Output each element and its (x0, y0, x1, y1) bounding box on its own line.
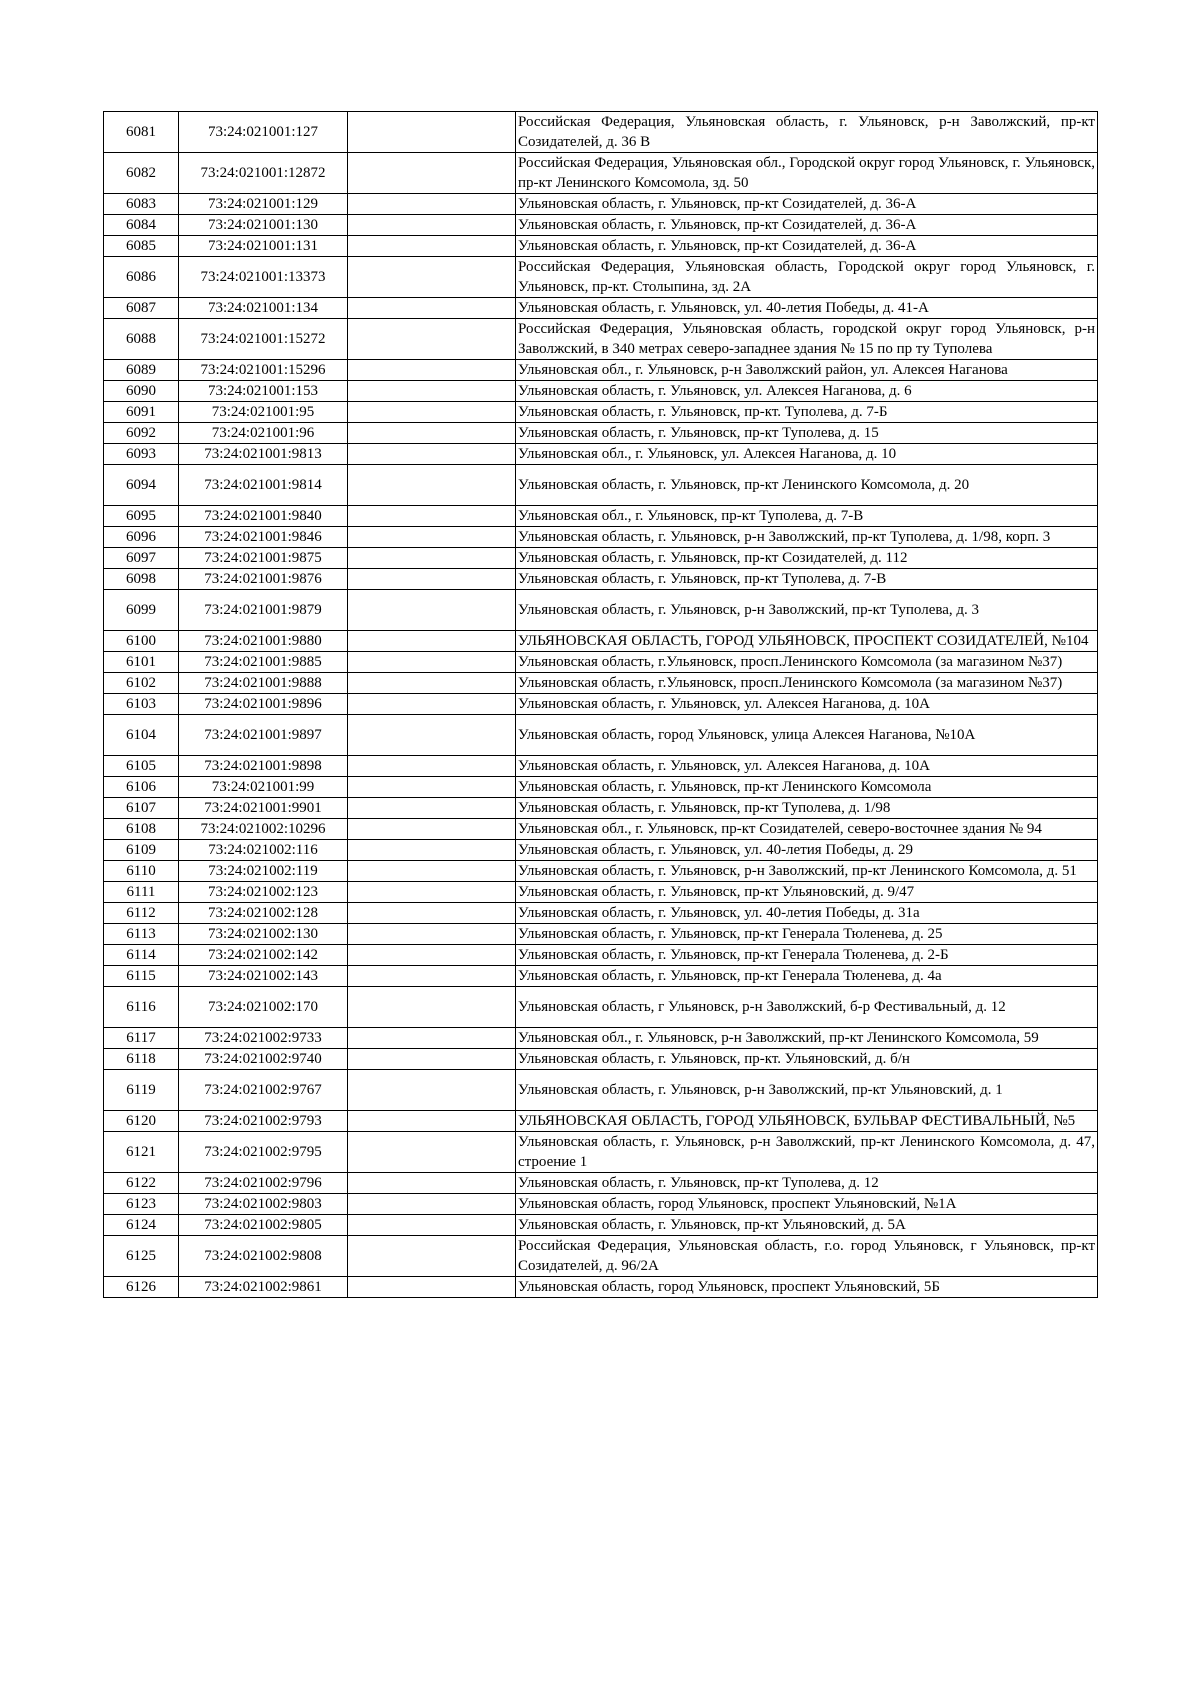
cadastral-number-cell: 73:24:021002:9805 (179, 1215, 348, 1236)
cadastral-number-cell: 73:24:021001:99 (179, 777, 348, 798)
table-row (104, 882, 1098, 903)
empty-cell (348, 360, 516, 381)
table-row (104, 548, 1098, 569)
row-number-cell: 6106 (104, 777, 179, 798)
table-row (104, 903, 1098, 924)
table-row (104, 631, 1098, 652)
table-row (104, 1173, 1098, 1194)
address-cell: Ульяновская область, г. Ульяновск, пр-кт Ульяновский, д. 5А (516, 1215, 1098, 1236)
address-cell: Ульяновская область, г. Ульяновск, ул. Алексея Наганова, д. 10А (516, 756, 1098, 777)
empty-cell (348, 652, 516, 673)
table-row (104, 194, 1098, 215)
row-number-cell: 6090 (104, 381, 179, 402)
empty-cell (348, 1194, 516, 1215)
empty-cell (348, 1215, 516, 1236)
address-cell: Российская Федерация, Ульяновская обл., Городской округ город Ульяновск, г. Ульяновск, пр-кт Ленинского Комсомола, зд. 50 (516, 153, 1098, 194)
table-row (104, 215, 1098, 236)
address-cell: Ульяновская область, г. Ульяновск, ул. 40-летия Победы, д. 41-А (516, 298, 1098, 319)
cadastral-number-cell: 73:24:021001:13373 (179, 257, 348, 298)
empty-cell (348, 298, 516, 319)
table-row (104, 402, 1098, 423)
row-number-cell: 6088 (104, 319, 179, 360)
table-row (104, 1049, 1098, 1070)
row-number-cell: 6082 (104, 153, 179, 194)
cadastral-number-cell: 73:24:021001:9814 (179, 465, 348, 506)
address-cell: Ульяновская область, г. Ульяновск, пр-кт Созидателей, д. 36-А (516, 236, 1098, 257)
table-row (104, 1070, 1098, 1111)
empty-cell (348, 945, 516, 966)
empty-cell (348, 506, 516, 527)
cadastral-number-cell: 73:24:021002:9767 (179, 1070, 348, 1111)
address-cell: УЛЬЯНОВСКАЯ ОБЛАСТЬ, ГОРОД УЛЬЯНОВСК, ПРОСПЕКТ СОЗИДАТЕЛЕЙ, №104 (516, 631, 1098, 652)
address-cell: Ульяновская обл., г. Ульяновск, пр-кт Созидателей, северо-восточнее здания № 94 (516, 819, 1098, 840)
cadastral-number-cell: 73:24:021002:143 (179, 966, 348, 987)
address-cell: Ульяновская область, г. Ульяновск, р-н Заволжский, пр-кт Ленинского Комсомола, д. 47, строение 1 (516, 1132, 1098, 1173)
table-row (104, 298, 1098, 319)
row-number-cell: 6123 (104, 1194, 179, 1215)
empty-cell (348, 1111, 516, 1132)
table-row (104, 360, 1098, 381)
cadastral-number-cell: 73:24:021002:128 (179, 903, 348, 924)
row-number-cell: 6087 (104, 298, 179, 319)
row-number-cell: 6105 (104, 756, 179, 777)
row-number-cell: 6122 (104, 1173, 179, 1194)
row-number-cell: 6097 (104, 548, 179, 569)
address-cell: Ульяновская область, г. Ульяновск, пр-кт Созидателей, д. 36-А (516, 194, 1098, 215)
row-number-cell: 6112 (104, 903, 179, 924)
address-cell: Ульяновская область, г. Ульяновск, пр-кт Туполева, д. 1/98 (516, 798, 1098, 819)
row-number-cell: 6111 (104, 882, 179, 903)
empty-cell (348, 1132, 516, 1173)
cadastral-number-cell: 73:24:021001:127 (179, 112, 348, 153)
empty-cell (348, 694, 516, 715)
address-cell: Ульяновская обл., г. Ульяновск, р-н Заволжский район, ул. Алексея Наганова (516, 360, 1098, 381)
row-number-cell: 6101 (104, 652, 179, 673)
empty-cell (348, 257, 516, 298)
cadastral-number-cell: 73:24:021002:116 (179, 840, 348, 861)
table-row (104, 756, 1098, 777)
empty-cell (348, 1236, 516, 1277)
cadastral-number-cell: 73:24:021002:123 (179, 882, 348, 903)
table-row (104, 1236, 1098, 1277)
cadastral-number-cell: 73:24:021002:119 (179, 861, 348, 882)
row-number-cell: 6084 (104, 215, 179, 236)
address-cell: УЛЬЯНОВСКАЯ ОБЛАСТЬ, ГОРОД УЛЬЯНОВСК, БУЛЬВАР ФЕСТИВАЛЬНЫЙ, №5 (516, 1111, 1098, 1132)
empty-cell (348, 236, 516, 257)
table-row (104, 569, 1098, 590)
cadastral-number-cell: 73:24:021001:15272 (179, 319, 348, 360)
cadastral-number-cell: 73:24:021001:9898 (179, 756, 348, 777)
empty-cell (348, 715, 516, 756)
address-cell: Ульяновская область, город Ульяновск, проспект Ульяновский, 5Б (516, 1277, 1098, 1298)
cadastral-number-cell: 73:24:021001:130 (179, 215, 348, 236)
table-row (104, 1111, 1098, 1132)
cadastral-number-cell: 73:24:021001:9846 (179, 527, 348, 548)
table-row (104, 840, 1098, 861)
empty-cell (348, 423, 516, 444)
cadastral-number-cell: 73:24:021001:9885 (179, 652, 348, 673)
row-number-cell: 6085 (104, 236, 179, 257)
empty-cell (348, 777, 516, 798)
table-row (104, 924, 1098, 945)
cadastral-number-cell: 73:24:021001:15296 (179, 360, 348, 381)
table-row (104, 506, 1098, 527)
cadastral-number-cell: 73:24:021001:9896 (179, 694, 348, 715)
registry-table (103, 111, 1098, 1298)
table-row (104, 153, 1098, 194)
row-number-cell: 6093 (104, 444, 179, 465)
table-row (104, 590, 1098, 631)
empty-cell (348, 1277, 516, 1298)
cadastral-number-cell: 73:24:021001:9901 (179, 798, 348, 819)
row-number-cell: 6099 (104, 590, 179, 631)
row-number-cell: 6119 (104, 1070, 179, 1111)
table-row (104, 715, 1098, 756)
row-number-cell: 6081 (104, 112, 179, 153)
row-number-cell: 6103 (104, 694, 179, 715)
cadastral-number-cell: 73:24:021002:9733 (179, 1028, 348, 1049)
empty-cell (348, 194, 516, 215)
row-number-cell: 6107 (104, 798, 179, 819)
cadastral-number-cell: 73:24:021002:9796 (179, 1173, 348, 1194)
address-cell: Ульяновская область, г. Ульяновск, пр-кт Ленинского Комсомола (516, 777, 1098, 798)
row-number-cell: 6110 (104, 861, 179, 882)
address-cell: Ульяновская область, г. Ульяновск, р-н Заволжский, пр-кт Туполева, д. 3 (516, 590, 1098, 631)
cadastral-number-cell: 73:24:021001:9875 (179, 548, 348, 569)
table-row (104, 319, 1098, 360)
row-number-cell: 6120 (104, 1111, 179, 1132)
table-row (104, 1132, 1098, 1173)
empty-cell (348, 673, 516, 694)
table-row (104, 236, 1098, 257)
empty-cell (348, 381, 516, 402)
row-number-cell: 6114 (104, 945, 179, 966)
empty-cell (348, 215, 516, 236)
row-number-cell: 6096 (104, 527, 179, 548)
cadastral-number-cell: 73:24:021001:9813 (179, 444, 348, 465)
address-cell: Ульяновская область, г. Ульяновск, р-н Заволжский, пр-кт Ленинского Комсомола, д. 51 (516, 861, 1098, 882)
address-cell: Ульяновская область, г Ульяновск, р-н Заволжский, б-р Фестивальный, д. 12 (516, 987, 1098, 1028)
table-row (104, 1194, 1098, 1215)
cadastral-number-cell: 73:24:021002:9861 (179, 1277, 348, 1298)
cadastral-number-cell: 73:24:021002:9793 (179, 1111, 348, 1132)
address-cell: Ульяновская область, г. Ульяновск, пр-кт Созидателей, д. 112 (516, 548, 1098, 569)
empty-cell (348, 840, 516, 861)
registry-table-body (104, 112, 1098, 1298)
address-cell: Ульяновская область, г. Ульяновск, пр-кт Туполева, д. 12 (516, 1173, 1098, 1194)
row-number-cell: 6115 (104, 966, 179, 987)
empty-cell (348, 798, 516, 819)
address-cell: Российская Федерация, Ульяновская область, г. Ульяновск, р-н Заволжский, пр-кт Созидателей, д. 36 В (516, 112, 1098, 153)
table-row (104, 257, 1098, 298)
cadastral-number-cell: 73:24:021001:9879 (179, 590, 348, 631)
table-row (104, 1277, 1098, 1298)
cadastral-number-cell: 73:24:021002:142 (179, 945, 348, 966)
row-number-cell: 6125 (104, 1236, 179, 1277)
empty-cell (348, 527, 516, 548)
empty-cell (348, 1049, 516, 1070)
table-row (104, 1028, 1098, 1049)
row-number-cell: 6098 (104, 569, 179, 590)
cadastral-number-cell: 73:24:021001:9880 (179, 631, 348, 652)
empty-cell (348, 569, 516, 590)
empty-cell (348, 319, 516, 360)
table-row (104, 652, 1098, 673)
empty-cell (348, 631, 516, 652)
cadastral-number-cell: 73:24:021002:9808 (179, 1236, 348, 1277)
cadastral-number-cell: 73:24:021001:9888 (179, 673, 348, 694)
empty-cell (348, 112, 516, 153)
table-row (104, 987, 1098, 1028)
cadastral-number-cell: 73:24:021002:9795 (179, 1132, 348, 1173)
table-row (104, 527, 1098, 548)
cadastral-number-cell: 73:24:021002:10296 (179, 819, 348, 840)
address-cell: Ульяновская область, г. Ульяновск, ул. 40-летия Победы, д. 31а (516, 903, 1098, 924)
address-cell: Ульяновская обл., г. Ульяновск, пр-кт Туполева, д. 7-В (516, 506, 1098, 527)
table-row (104, 861, 1098, 882)
empty-cell (348, 1173, 516, 1194)
table-row (104, 798, 1098, 819)
row-number-cell: 6091 (104, 402, 179, 423)
address-cell: Ульяновская обл., г. Ульяновск, ул. Алексея Наганова, д. 10 (516, 444, 1098, 465)
row-number-cell: 6121 (104, 1132, 179, 1173)
empty-cell (348, 548, 516, 569)
table-row (104, 423, 1098, 444)
cadastral-number-cell: 73:24:021001:96 (179, 423, 348, 444)
table-row (104, 381, 1098, 402)
row-number-cell: 6126 (104, 1277, 179, 1298)
address-cell: Ульяновская область, г. Ульяновск, пр-кт Туполева, д. 7-В (516, 569, 1098, 590)
empty-cell (348, 756, 516, 777)
row-number-cell: 6102 (104, 673, 179, 694)
row-number-cell: 6092 (104, 423, 179, 444)
table-row (104, 694, 1098, 715)
cadastral-number-cell: 73:24:021001:153 (179, 381, 348, 402)
table-row (104, 945, 1098, 966)
table-row (104, 112, 1098, 153)
address-cell: Ульяновская область, г. Ульяновск, пр-кт. Туполева, д. 7-Б (516, 402, 1098, 423)
address-cell: Ульяновская область, г. Ульяновск, пр-кт Ульяновский, д. 9/47 (516, 882, 1098, 903)
address-cell: Ульяновская область, г.Ульяновск, просп.Ленинского Комсомола (за магазином №37) (516, 652, 1098, 673)
address-cell: Ульяновская область, г. Ульяновск, р-н Заволжский, пр-кт Туполева, д. 1/98, корп. 3 (516, 527, 1098, 548)
cadastral-number-cell: 73:24:021002:9803 (179, 1194, 348, 1215)
table-row (104, 673, 1098, 694)
row-number-cell: 6089 (104, 360, 179, 381)
address-cell: Российская Федерация, Ульяновская область, г.о. город Ульяновск, г Ульяновск, пр-кт Созидателей, д. 96/2А (516, 1236, 1098, 1277)
empty-cell (348, 1028, 516, 1049)
address-cell: Ульяновская область, г. Ульяновск, пр-кт Туполева, д. 15 (516, 423, 1098, 444)
cadastral-number-cell: 73:24:021001:12872 (179, 153, 348, 194)
address-cell: Ульяновская область, г. Ульяновск, пр-кт Генерала Тюленева, д. 2-Б (516, 945, 1098, 966)
cadastral-number-cell: 73:24:021002:170 (179, 987, 348, 1028)
table-row (104, 1215, 1098, 1236)
empty-cell (348, 924, 516, 945)
empty-cell (348, 1070, 516, 1111)
table-row (104, 444, 1098, 465)
cadastral-number-cell: 73:24:021001:95 (179, 402, 348, 423)
empty-cell (348, 966, 516, 987)
row-number-cell: 6113 (104, 924, 179, 945)
row-number-cell: 6116 (104, 987, 179, 1028)
address-cell: Ульяновская область, г. Ульяновск, пр-кт Ленинского Комсомола, д. 20 (516, 465, 1098, 506)
address-cell: Ульяновская область, город Ульяновск, улица Алексея Наганова, №10А (516, 715, 1098, 756)
table-row (104, 819, 1098, 840)
address-cell: Ульяновская область, г. Ульяновск, р-н Заволжский, пр-кт Ульяновский, д. 1 (516, 1070, 1098, 1111)
address-cell: Российская Федерация, Ульяновская область, Городской округ город Ульяновск, г. Ульяновск, пр-кт. Столыпина, зд. 2А (516, 257, 1098, 298)
row-number-cell: 6117 (104, 1028, 179, 1049)
row-number-cell: 6104 (104, 715, 179, 756)
empty-cell (348, 903, 516, 924)
address-cell: Ульяновская область, г. Ульяновск, ул. Алексея Наганова, д. 10А (516, 694, 1098, 715)
address-cell: Ульяновская область, г. Ульяновск, пр-кт Генерала Тюленева, д. 25 (516, 924, 1098, 945)
table-row (104, 465, 1098, 506)
table-row (104, 777, 1098, 798)
cadastral-number-cell: 73:24:021001:129 (179, 194, 348, 215)
address-cell: Ульяновская область, г. Ульяновск, пр-кт Созидателей, д. 36-А (516, 215, 1098, 236)
row-number-cell: 6100 (104, 631, 179, 652)
empty-cell (348, 402, 516, 423)
empty-cell (348, 465, 516, 506)
empty-cell (348, 444, 516, 465)
document-page (103, 111, 1098, 1298)
empty-cell (348, 861, 516, 882)
empty-cell (348, 882, 516, 903)
address-cell: Российская Федерация, Ульяновская область, городской округ город Ульяновск, р-н Заволжский, в 340 метрах северо-западнее здания № 15 по пр ту Туполева (516, 319, 1098, 360)
address-cell: Ульяновская область, г. Ульяновск, ул. Алексея Наганова, д. 6 (516, 381, 1098, 402)
cadastral-number-cell: 73:24:021001:131 (179, 236, 348, 257)
cadastral-number-cell: 73:24:021002:9740 (179, 1049, 348, 1070)
address-cell: Ульяновская область, г. Ульяновск, пр-кт. Ульяновский, д. б/н (516, 1049, 1098, 1070)
empty-cell (348, 153, 516, 194)
cadastral-number-cell: 73:24:021001:9840 (179, 506, 348, 527)
address-cell: Ульяновская область, г.Ульяновск, просп.Ленинского Комсомола (за магазином №37) (516, 673, 1098, 694)
empty-cell (348, 819, 516, 840)
row-number-cell: 6086 (104, 257, 179, 298)
row-number-cell: 6124 (104, 1215, 179, 1236)
row-number-cell: 6094 (104, 465, 179, 506)
cadastral-number-cell: 73:24:021001:9876 (179, 569, 348, 590)
cadastral-number-cell: 73:24:021001:134 (179, 298, 348, 319)
address-cell: Ульяновская область, город Ульяновск, проспект Ульяновский, №1А (516, 1194, 1098, 1215)
row-number-cell: 6118 (104, 1049, 179, 1070)
table-row (104, 966, 1098, 987)
address-cell: Ульяновская обл., г. Ульяновск, р-н Заволжский, пр-кт Ленинского Комсомола, 59 (516, 1028, 1098, 1049)
address-cell: Ульяновская область, г. Ульяновск, ул. 40-летия Победы, д. 29 (516, 840, 1098, 861)
row-number-cell: 6095 (104, 506, 179, 527)
empty-cell (348, 590, 516, 631)
empty-cell (348, 987, 516, 1028)
row-number-cell: 6108 (104, 819, 179, 840)
cadastral-number-cell: 73:24:021002:130 (179, 924, 348, 945)
address-cell: Ульяновская область, г. Ульяновск, пр-кт Генерала Тюленева, д. 4а (516, 966, 1098, 987)
cadastral-number-cell: 73:24:021001:9897 (179, 715, 348, 756)
row-number-cell: 6083 (104, 194, 179, 215)
row-number-cell: 6109 (104, 840, 179, 861)
